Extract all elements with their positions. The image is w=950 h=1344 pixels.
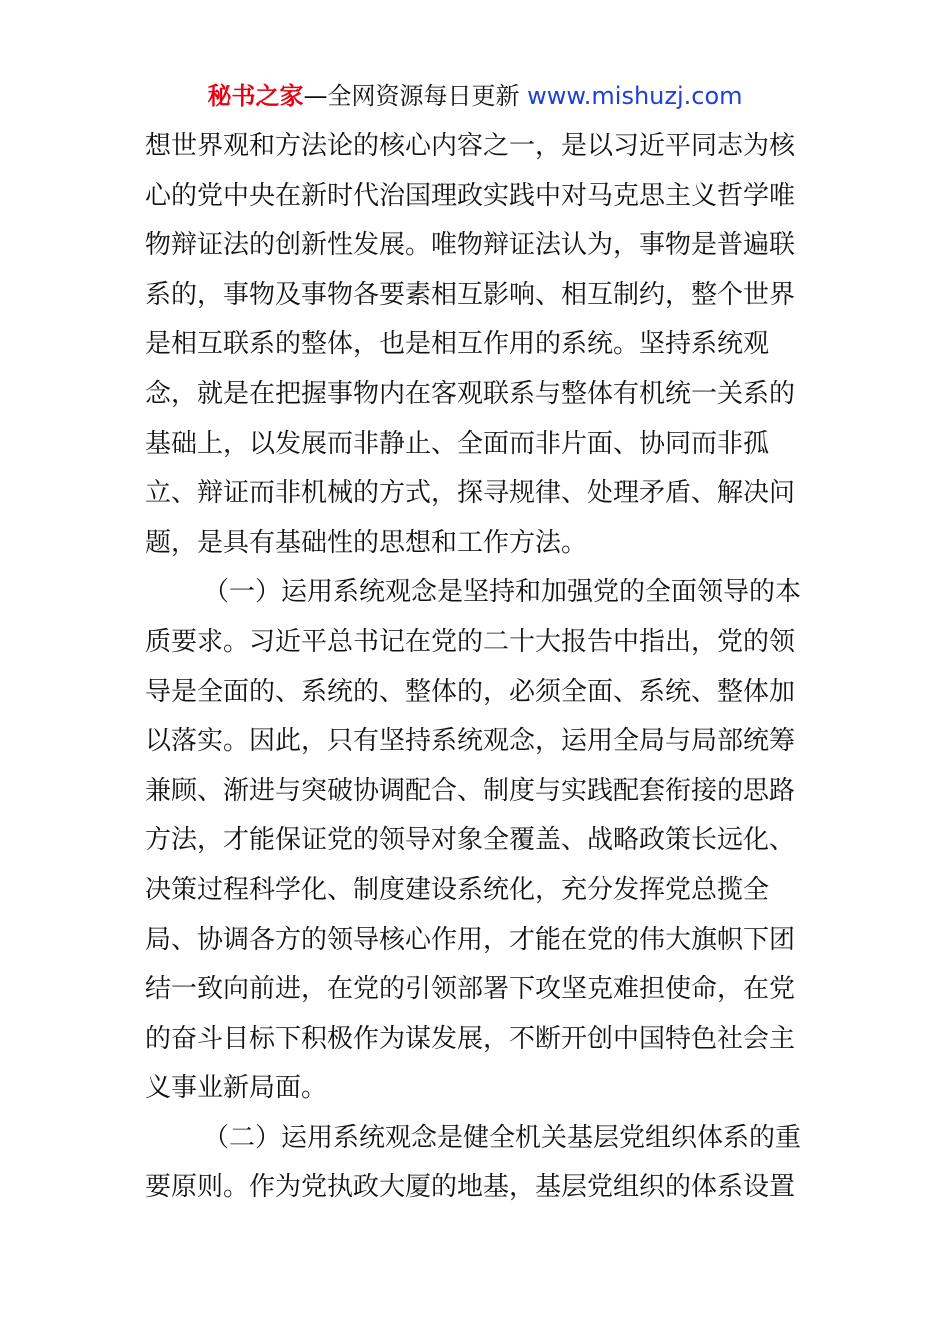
text-line: 是相互联系的整体，也是相互作用的系统。坚持系统观 [145,329,770,360]
text-line: 念，就是在把握事物内在客观联系与整体有机统一关系的 [145,378,796,409]
document-body [145,122,810,1213]
brand-name: 秘书之家 [207,82,304,110]
text-line: 基础上，以发展而非静止、全面而非片面、协同而非孤 [145,428,770,459]
text-line: 立、辩证而非机械的方式，探寻规律、处理矛盾、解决问 [145,478,796,509]
text-line: 质要求。习近平总书记在党的二十大报告中指出，党的领 [145,626,796,657]
text-line: 题，是具有基础性的思想和工作方法。 [145,527,588,558]
site-header [0,80,950,112]
text-line: 的奋斗目标下积极作为谋发展，不断开创中国特色社会主 [145,1023,796,1054]
header-tagline: —全网资源每日更新 [303,82,520,110]
text-line: 以落实。因此，只有坚持系统观念，运用全局与局部统筹 [145,726,796,757]
site-url-link[interactable]: www.mishuzj.com [527,82,743,110]
text-line: 方法，才能保证党的领导对象全覆盖、战略政策长远化、 [145,825,796,856]
section-two-heading-line: （二）运用系统观念是健全机关基层党组织体系的重 [203,1122,802,1153]
text-line: 系的，事物及事物各要素相互影响、相互制约，整个世界 [145,279,796,310]
text-line: 心的党中央在新时代治国理政实践中对马克思主义哲学唯 [145,180,796,211]
text-line: 物辩证法的创新性发展。唯物辩证法认为，事物是普遍联 [145,230,796,261]
text-line: 结一致向前进，在党的引领部署下攻坚克难担使命，在党 [145,974,796,1005]
text-line: 局、协调各方的领导核心作用，才能在党的伟大旗帜下团 [145,924,796,955]
text-line: 兼顾、渐进与突破协调配合、制度与实践配套衔接的思路 [145,775,796,806]
text-line: 决策过程科学化、制度建设系统化，充分发挥党总揽全 [145,874,770,905]
text-line: 要原则。作为党执政大厦的地基，基层党组织的体系设置 [145,1172,796,1203]
section-one-heading-line: （一）运用系统观念是坚持和加强党的全面领导的本 [203,577,802,608]
text-line: 想世界观和方法论的核心内容之一，是以习近平同志为核 [145,131,796,161]
text-line: 义事业新局面。 [145,1073,328,1104]
text-line: 导是全面的、系统的、整体的，必须全面、系统、整体加 [145,676,796,707]
